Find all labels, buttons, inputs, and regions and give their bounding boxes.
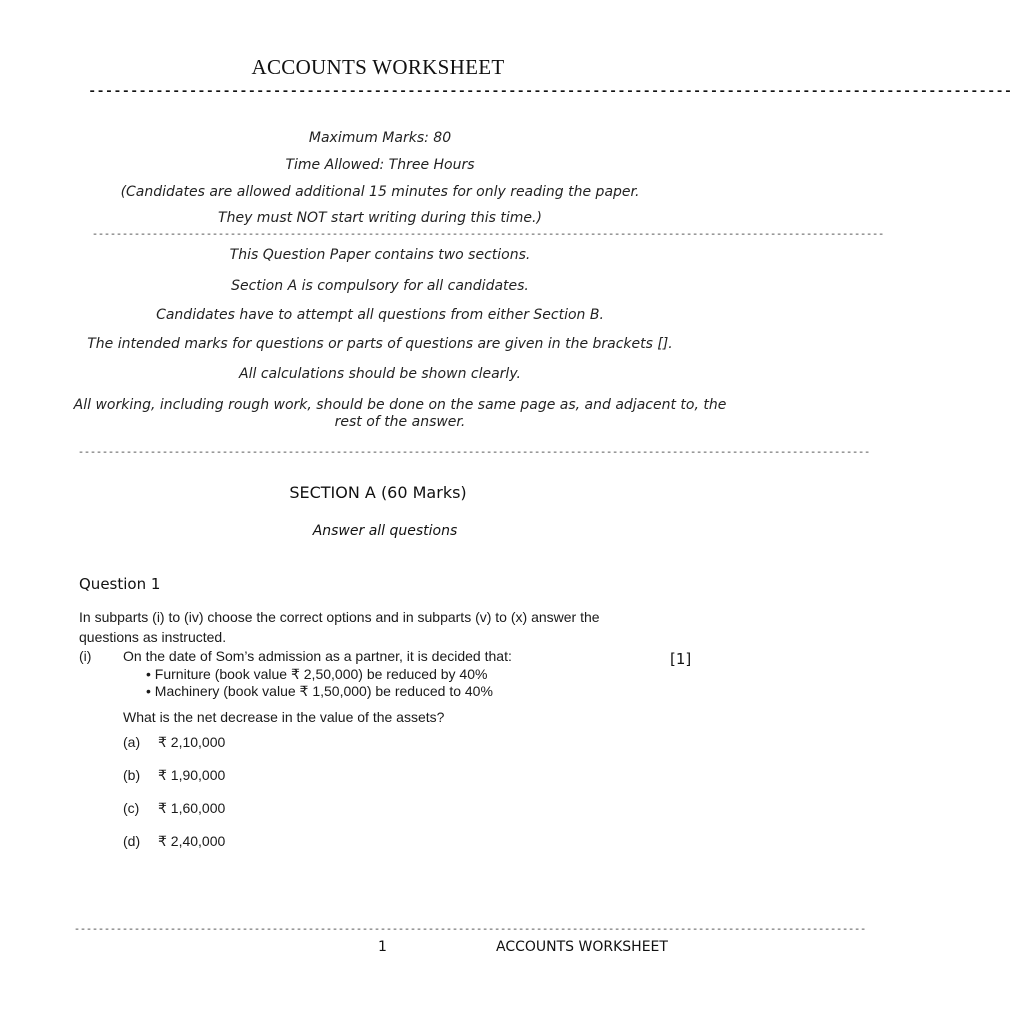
extra-time-line-2: They must NOT start writing during this time.) [218, 210, 542, 226]
page-title: ACCOUNTS WORKSHEET [251, 55, 505, 79]
question-intro: In subparts (i) to (iv) choose the correct options and in subparts (v) to (x) answer the questions as instructed. [79, 609, 600, 645]
section-subtitle: Answer all questions [312, 523, 458, 539]
option-a-letter: (a) [123, 734, 141, 750]
option-d-letter: (d) [123, 833, 141, 849]
section-title: SECTION A (60 Marks) [289, 483, 467, 502]
option-b-value: ₹ 1,90,000 [158, 767, 226, 783]
option-d-value: ₹ 2,40,000 [158, 833, 226, 849]
instructions-divider: ------------------------------------------------------------------------------------------------------------------------------------ [92, 230, 885, 241]
instruction-section-b: Candidates have to attempt all questions from either Section B. [156, 307, 604, 323]
instruction-marks: The intended marks for questions or parts of questions are given in the brackets []. [87, 336, 673, 352]
section-divider: ------------------------------------------------------------------------------------------------------------------------------------ [78, 448, 871, 459]
option-c-letter: (c) [123, 800, 140, 816]
question-heading: Question 1 [79, 575, 161, 593]
bullet-machinery: • Machinery (book value ₹ 1,50,000) be reduced to 40% [146, 683, 493, 699]
marks-badge: [1] [670, 650, 692, 668]
header-divider: -------------------------------------------------------------------------------------------------------------- [88, 84, 1012, 100]
footer-divider: ------------------------------------------------------------------------------------------------------------------------------------ [74, 925, 867, 936]
instruction-calculations: All calculations should be shown clearly. [239, 366, 521, 382]
max-marks: Maximum Marks: 80 [308, 130, 452, 146]
extra-time-line-1: (Candidates are allowed additional 15 minutes for only reading the paper. [120, 184, 640, 200]
bullet-furniture: • Furniture (book value ₹ 2,50,000) be reduced by 40% [146, 666, 488, 682]
option-a-value: ₹ 2,10,000 [158, 734, 226, 750]
page-number: 1 [378, 939, 387, 955]
instruction-two-sections: This Question Paper contains two sections. [229, 247, 531, 263]
part-text: On the date of Som’s admission as a partner, it is decided that: [123, 648, 512, 664]
question-text: What is the net decrease in the value of the assets? [123, 709, 445, 725]
instruction-section-a: Section A is compulsory for all candidates. [231, 278, 529, 294]
option-b-letter: (b) [123, 767, 141, 783]
time-allowed: Time Allowed: Three Hours [285, 157, 475, 173]
footer-title: ACCOUNTS WORKSHEET [496, 939, 668, 955]
instruction-rough-work: All working, including rough work, should be done on the same page as, and adjacent to, the rest of the answer. [73, 397, 727, 430]
option-c-value: ₹ 1,60,000 [158, 800, 226, 816]
part-number: (i) [79, 648, 92, 664]
